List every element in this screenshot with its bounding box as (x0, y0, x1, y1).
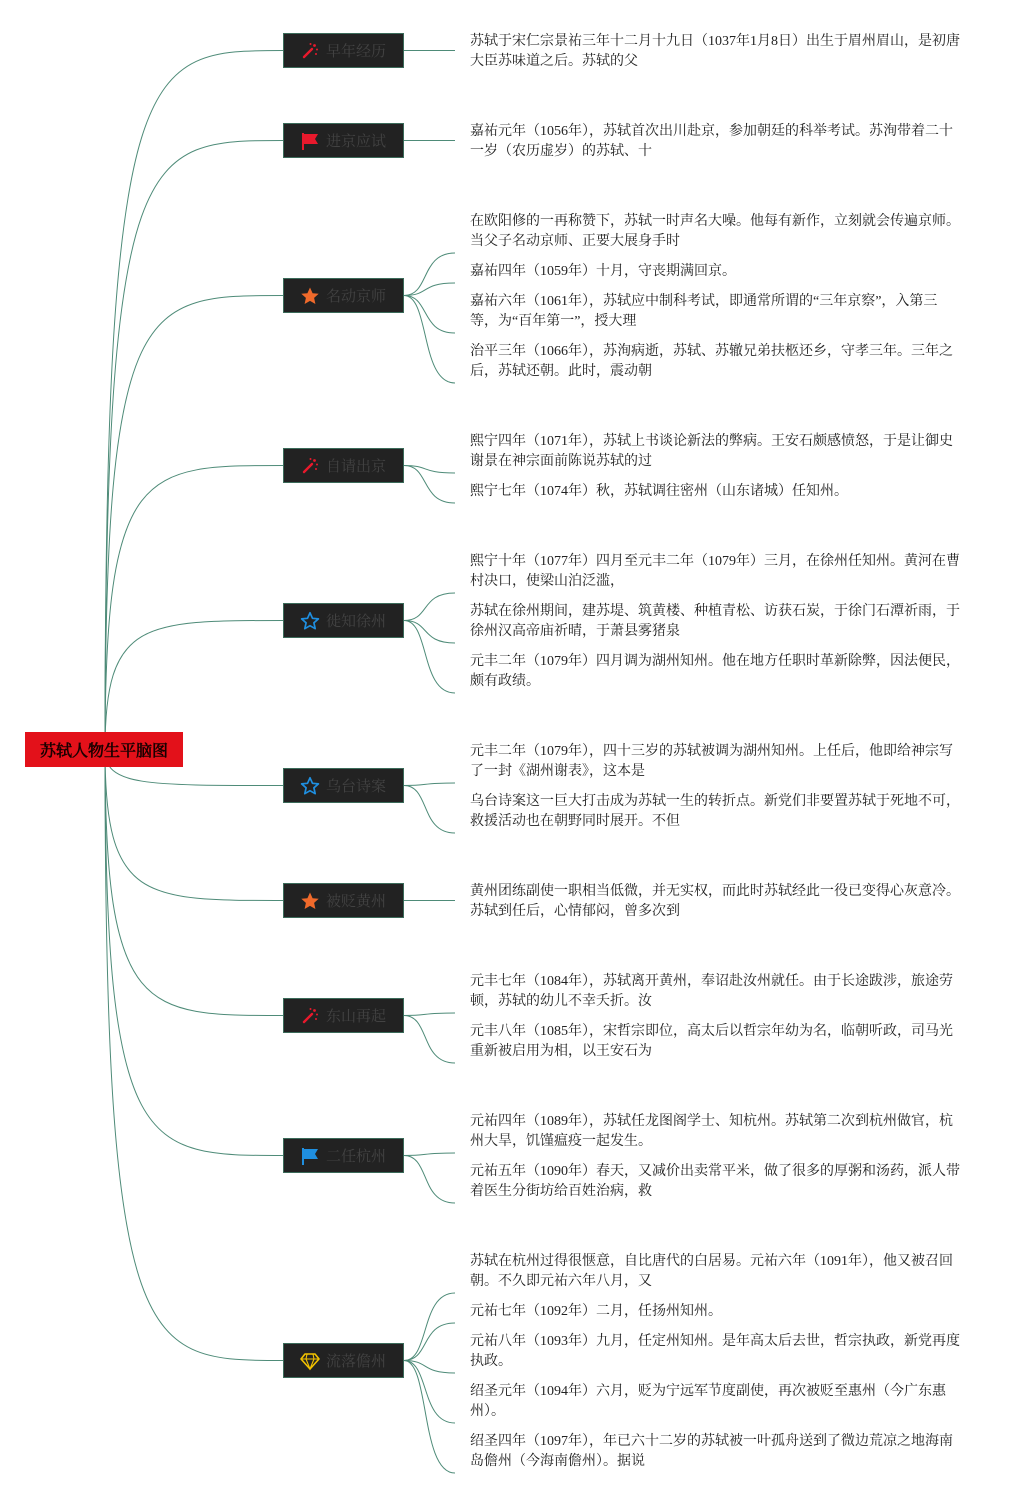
root-branch-link (105, 750, 283, 1016)
blue-star-outline-icon (300, 776, 320, 796)
branch-leaf-link (404, 1323, 455, 1361)
branch-topic[interactable] (283, 998, 404, 1033)
wand-icon (300, 41, 320, 61)
leaf-note[interactable]: 嘉祐四年（1059年）十月，守丧期满回京。 (470, 264, 736, 279)
branch-leaf-link (404, 621, 455, 644)
branch-leaf-link (404, 593, 455, 621)
blue-flag-icon (300, 1146, 320, 1166)
root-branch-link (105, 750, 283, 901)
leaf-note[interactable]: 苏轼在杭州过得很惬意，自比唐代的白居易。元祐六年（1091年），他又被召回朝。不久即元祐六年八月，又 (470, 1254, 953, 1289)
leaf-note[interactable]: 元祐四年（1089年），苏轼任龙图阁学士、知杭州。苏轼第二次到杭州做官，杭州大旱，饥馑瘟疫一起发生。 (470, 1114, 953, 1149)
leaf-note[interactable]: 元祐八年（1093年）九月，任定州知州。是年高太后去世，哲宗执政，新党再度执政。 (470, 1334, 960, 1369)
branch-topic[interactable] (283, 448, 404, 483)
branch-topic-label: 进京应试 (326, 132, 387, 150)
branch-leaf-link (404, 1016, 455, 1064)
branch-topic[interactable] (283, 603, 404, 638)
leaf-note[interactable]: 熙宁七年（1074年）秋，苏轼调往密州（山东诸城）任知州。 (470, 484, 848, 499)
branch-leaf-link (404, 1156, 455, 1204)
leaf-note[interactable]: 乌台诗案这一巨大打击成为苏轼一生的转折点。新党们非要置苏轼于死地不可，救援活动也在朝野同时展开。不但 (470, 794, 960, 829)
root-branch-link (105, 51, 283, 751)
root-branch-link (105, 621, 283, 751)
leaf-note[interactable]: 元祐五年（1090年）春天，又减价出卖常平米，做了很多的厚粥和汤药，派人带着医生分街坊给百姓治病，救 (470, 1164, 960, 1199)
leaf-note[interactable]: 嘉祐六年（1061年），苏轼应中制科考试，即通常所谓的“三年京察”，入第三等，为“百年第一”，授大理 (470, 294, 938, 329)
leaf-note[interactable]: 苏轼于宋仁宗景祐三年十二月十九日（1037年1月8日）出生于眉州眉山，是初唐大臣苏味道之后。苏轼的父 (470, 34, 960, 69)
branch-leaf-link (404, 296, 455, 334)
leaf-note[interactable]: 嘉祐元年（1056年），苏轼首次出川赴京，参加朝廷的科举考试。苏洵带着二十一岁（农历虚岁）的苏轼、十 (470, 124, 953, 159)
root-branch-link (105, 296, 283, 751)
branch-topic-label: 被贬黄州 (326, 892, 387, 910)
leaf-note[interactable]: 绍圣四年（1097年），年已六十二岁的苏轼被一叶孤舟送到了微边荒凉之地海南岛儋州（今海南儋州）。据说 (470, 1434, 953, 1469)
branch-topic[interactable] (283, 33, 404, 68)
branch-topic-label: 自请出京 (326, 457, 387, 475)
branch-topic[interactable] (283, 883, 404, 918)
branch-leaf-link (404, 786, 455, 834)
leaf-note[interactable]: 元丰七年（1084年），苏轼离开黄州，奉诏赴汝州就任。由于长途跋涉，旅途劳顿，苏轼的幼儿不幸夭折。汝 (470, 974, 953, 1009)
branch-topic-label: 乌台诗案 (326, 777, 387, 795)
root-topic[interactable] (25, 732, 183, 767)
leaf-note[interactable]: 熙宁十年（1077年）四月至元丰二年（1079年）三月，在徐州任知州。黄河在曹村决口，使梁山泊泛滥， (470, 554, 960, 589)
branch-leaf-link (404, 466, 455, 504)
leaf-note[interactable]: 元丰二年（1079年）四月调为湖州知州。他在地方任职时革新除弊，因法便民，颇有政绩。 (470, 654, 960, 689)
leaf-note[interactable]: 元丰二年（1079年），四十三岁的苏轼被调为湖州知州。上任后，他即给神宗写了一封《湖州谢表》，这本是 (470, 744, 953, 779)
branch-leaf-link (404, 253, 455, 296)
root-topic-label: 苏轼人物生平脑图 (39, 741, 168, 760)
branch-leaf-link (404, 1013, 455, 1016)
root-branch-link (105, 466, 283, 751)
branch-topic[interactable] (283, 123, 404, 158)
root-branch-link (105, 750, 283, 1361)
branch-topic[interactable] (283, 278, 404, 313)
red-flag-icon (300, 131, 320, 151)
branch-topic-label: 流落儋州 (326, 1352, 387, 1370)
leaf-note[interactable]: 绍圣元年（1094年）六月，贬为宁远军节度副使，再次被贬至惠州（今广东惠州）。 (470, 1384, 946, 1419)
leaf-note[interactable]: 苏轼在徐州期间，建苏堤、筑黄楼、种植青松、访获石炭，于徐门石潭祈雨，于徐州汉高帝庙祈晴，于萧县雾猪泉 (470, 604, 960, 639)
leaf-note[interactable]: 黄州团练副使一职相当低微，并无实权，而此时苏轼经此一役已变得心灰意冷。苏轼到任后，心情郁闷，曾多次到 (470, 884, 960, 919)
branch-leaf-link (404, 621, 455, 694)
branch-topic[interactable] (283, 1343, 404, 1378)
blue-star-outline-icon (300, 611, 320, 631)
wand-icon (300, 456, 320, 476)
branch-topic-label: 名动京师 (326, 287, 387, 305)
leaf-note[interactable]: 治平三年（1066年），苏洵病逝，苏轼、苏辙兄弟扶柩还乡，守孝三年。三年之后，苏轼还朝。此时，震动朝 (470, 344, 953, 379)
branch-leaf-link (404, 1293, 455, 1361)
orange-star-icon (300, 891, 320, 911)
yellow-diamond-icon (300, 1351, 320, 1371)
branch-leaf-link (404, 783, 455, 786)
branch-leaf-link (404, 1153, 455, 1156)
branch-topic-label: 二任杭州 (326, 1147, 387, 1165)
orange-star-icon (300, 286, 320, 306)
branch-leaf-link (404, 296, 455, 384)
root-branch-link (105, 750, 283, 1156)
leaf-note[interactable]: 在欧阳修的一再称赞下，苏轼一时声名大噪。他每有新作，立刻就会传遍京师。当父子名动京师、正要大展身手时 (470, 214, 960, 249)
wand-icon (300, 1006, 320, 1026)
branch-topic-label: 东山再起 (326, 1007, 387, 1025)
leaf-note[interactable]: 元祐七年（1092年）二月，任扬州知州。 (470, 1304, 722, 1319)
root-branch-link (105, 141, 283, 751)
branch-leaf-link (404, 1361, 455, 1474)
branch-topic-label: 早年经历 (326, 42, 387, 60)
branch-topic[interactable] (283, 768, 404, 803)
branch-topic[interactable] (283, 1138, 404, 1173)
leaf-note[interactable]: 熙宁四年（1071年），苏轼上书谈论新法的弊病。王安石颇感愤怒，于是让御史谢景在神宗面前陈说苏轼的过 (470, 434, 953, 469)
branch-topic-label: 徙知徐州 (326, 612, 387, 630)
branch-leaf-link (404, 1361, 455, 1424)
leaf-note[interactable]: 元丰八年（1085年），宋哲宗即位，高太后以哲宗年幼为名，临朝听政，司马光重新被启用为相，以王安石为 (470, 1024, 953, 1059)
